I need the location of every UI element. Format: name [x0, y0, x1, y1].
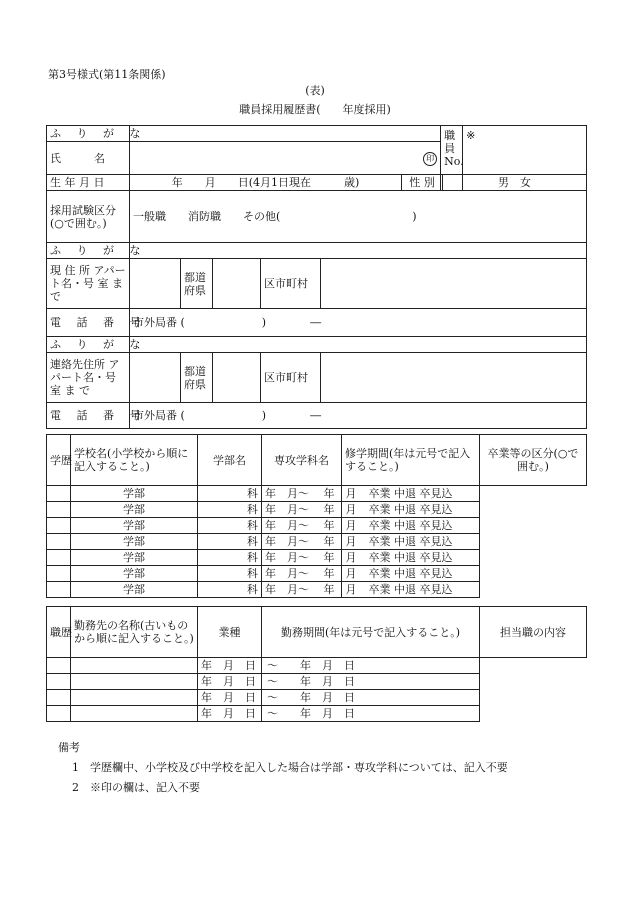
status-header: 卒業等の区分(○で囲む。): [480, 435, 587, 486]
status-cell[interactable]: 卒業 中退 卒見込: [342, 534, 480, 550]
exam-label: 採用試験区分(○で囲む。): [47, 191, 130, 243]
school-header: 学校名(小学校から順に記入すること。): [71, 435, 198, 486]
phone2-field[interactable]: 市外局番 ( ) ―: [130, 403, 587, 429]
furigana3-field[interactable]: [130, 337, 587, 353]
type-cell[interactable]: [71, 658, 198, 674]
career-table: [46, 606, 587, 722]
type-cell[interactable]: [71, 674, 198, 690]
address-field-3[interactable]: [321, 259, 587, 309]
dob-value[interactable]: 年 月 日(4月1日現在 歳): [130, 175, 402, 191]
faculty-cell[interactable]: 学部: [71, 566, 198, 582]
education-row: [47, 550, 587, 566]
employer-cell[interactable]: [47, 706, 71, 722]
education-row: [47, 518, 587, 534]
note-item-2: 2 ※印の欄は、記入不要: [72, 781, 200, 794]
notes: [58, 738, 508, 798]
employer-header: 勤務先の名称(古いものから順に記入すること。): [71, 607, 198, 658]
faculty-cell[interactable]: 学部: [71, 534, 198, 550]
period-cell[interactable]: 年 月～ 年 月: [262, 486, 342, 502]
furigana-label: ふ り が な: [47, 126, 130, 142]
major-cell[interactable]: 科: [198, 486, 262, 502]
career-row: [47, 674, 587, 690]
status-cell[interactable]: 卒業 中退 卒見込: [342, 566, 480, 582]
prefecture-label: 都道府県: [181, 259, 213, 309]
prefecture2-label: 都道府県: [181, 353, 213, 403]
education-row: [47, 566, 587, 582]
period-cell[interactable]: 年 月～ 年 月: [262, 518, 342, 534]
status-cell[interactable]: 卒業 中退 卒見込: [342, 502, 480, 518]
major-cell[interactable]: 科: [198, 534, 262, 550]
career-row: [47, 706, 587, 722]
furigana2-field[interactable]: [130, 243, 587, 259]
period-cell[interactable]: 年 月～ 年 月: [262, 582, 342, 598]
period-cell[interactable]: 年 月～ 年 月: [262, 550, 342, 566]
school-cell[interactable]: [47, 518, 71, 534]
staff-no-label: 職員 No.: [441, 126, 463, 191]
period-cell[interactable]: 年 月～ 年 月: [262, 566, 342, 582]
work-period-header: 勤務期間(年は元号で記入すること。): [262, 607, 480, 658]
duty-header: 担当職の内容: [480, 607, 587, 658]
employer-cell[interactable]: [47, 658, 71, 674]
major-cell[interactable]: 科: [198, 550, 262, 566]
form-number: 第3号様式(第11条関係): [48, 68, 166, 81]
work-period-cell[interactable]: 年 月 日 ～ 年 月 日: [198, 674, 262, 690]
type-cell[interactable]: [71, 690, 198, 706]
education-row: [47, 486, 587, 502]
furigana3-label: ふ り が な: [47, 337, 130, 353]
sex-label: 性 別: [402, 175, 443, 191]
period-cell[interactable]: 年 月～ 年 月: [262, 502, 342, 518]
school-cell[interactable]: [47, 502, 71, 518]
faculty-cell[interactable]: 学部: [71, 502, 198, 518]
status-cell[interactable]: 卒業 中退 卒見込: [342, 550, 480, 566]
sex-field[interactable]: 男 女: [443, 175, 587, 191]
school-cell[interactable]: [47, 582, 71, 598]
form-side: (表): [305, 84, 325, 97]
education-row: [47, 502, 587, 518]
address-table: [46, 190, 587, 429]
faculty-cell[interactable]: 学部: [71, 582, 198, 598]
phone-label: 電 話 番 号: [47, 309, 130, 337]
career-section-label: 職歴: [47, 607, 71, 658]
education-row: [47, 534, 587, 550]
education-section-label: 学歴: [47, 435, 71, 486]
phone2-label: 電 話 番 号: [47, 403, 130, 429]
form-title: 職員採用履歴書( 年度採用): [239, 103, 391, 116]
career-row: [47, 690, 587, 706]
school-cell[interactable]: [47, 566, 71, 582]
school-cell[interactable]: [47, 550, 71, 566]
faculty-cell[interactable]: 学部: [71, 550, 198, 566]
contact-field-3[interactable]: [321, 353, 587, 403]
contact-field-2[interactable]: [213, 353, 261, 403]
major-cell[interactable]: 科: [198, 518, 262, 534]
name-field[interactable]: [130, 142, 441, 175]
period-header: 修学期間(年は元号で記入すること。): [342, 435, 480, 486]
status-cell[interactable]: 卒業 中退 卒見込: [342, 486, 480, 502]
seal-icon: 印: [423, 152, 437, 166]
faculty-cell[interactable]: 学部: [71, 518, 198, 534]
faculty-header: 学部名: [198, 435, 262, 486]
major-cell[interactable]: 科: [198, 502, 262, 518]
education-table: [46, 434, 587, 598]
status-cell[interactable]: 卒業 中退 卒見込: [342, 582, 480, 598]
employer-cell[interactable]: [47, 674, 71, 690]
work-period-cell[interactable]: 年 月 日 ～ 年 月 日: [198, 706, 262, 722]
school-cell[interactable]: [47, 534, 71, 550]
career-row: [47, 658, 587, 674]
notes-heading: 備考: [58, 741, 80, 754]
address-field-1[interactable]: [130, 259, 181, 309]
address-field-2[interactable]: [213, 259, 261, 309]
exam-field[interactable]: 一般職 消防職 その他( ): [130, 191, 587, 243]
school-cell[interactable]: [47, 486, 71, 502]
type-header: 業種: [198, 607, 262, 658]
employer-cell[interactable]: [47, 690, 71, 706]
address-label: 現 住 所 アパート名・号 室 ま で: [47, 259, 130, 309]
furigana2-label: ふ り が な: [47, 243, 130, 259]
dob-label-2: 生 年 月 日: [47, 175, 130, 191]
major-cell[interactable]: 科: [198, 566, 262, 582]
staff-no-field: ※: [463, 126, 587, 191]
major-cell[interactable]: 科: [198, 582, 262, 598]
period-cell[interactable]: 年 月～ 年 月: [262, 534, 342, 550]
phone-field[interactable]: 市外局番 ( ) ―: [130, 309, 587, 337]
city-label: 区市町村: [261, 259, 321, 309]
faculty-cell[interactable]: 学部: [71, 486, 198, 502]
work-period-cell[interactable]: 年 月 日 ～ 年 月 日: [198, 658, 262, 674]
city2-label: 区市町村: [261, 353, 321, 403]
contact-field-1[interactable]: [130, 353, 181, 403]
type-cell[interactable]: [71, 706, 198, 722]
name-label: 氏 名: [47, 142, 130, 175]
sex-row: [46, 174, 587, 191]
status-cell[interactable]: 卒業 中退 卒見込: [342, 518, 480, 534]
contact-label: 連絡先住所 アパート名・号 室 ま で: [47, 353, 130, 403]
major-header: 専攻学科名: [262, 435, 342, 486]
note-item-1: 1 学歴欄中、小学校及び中学校を記入した場合は学部・専攻学科については、記入不要: [72, 761, 508, 774]
work-period-cell[interactable]: 年 月 日 ～ 年 月 日: [198, 690, 262, 706]
furigana-field[interactable]: [130, 126, 441, 142]
education-row: [47, 582, 587, 598]
